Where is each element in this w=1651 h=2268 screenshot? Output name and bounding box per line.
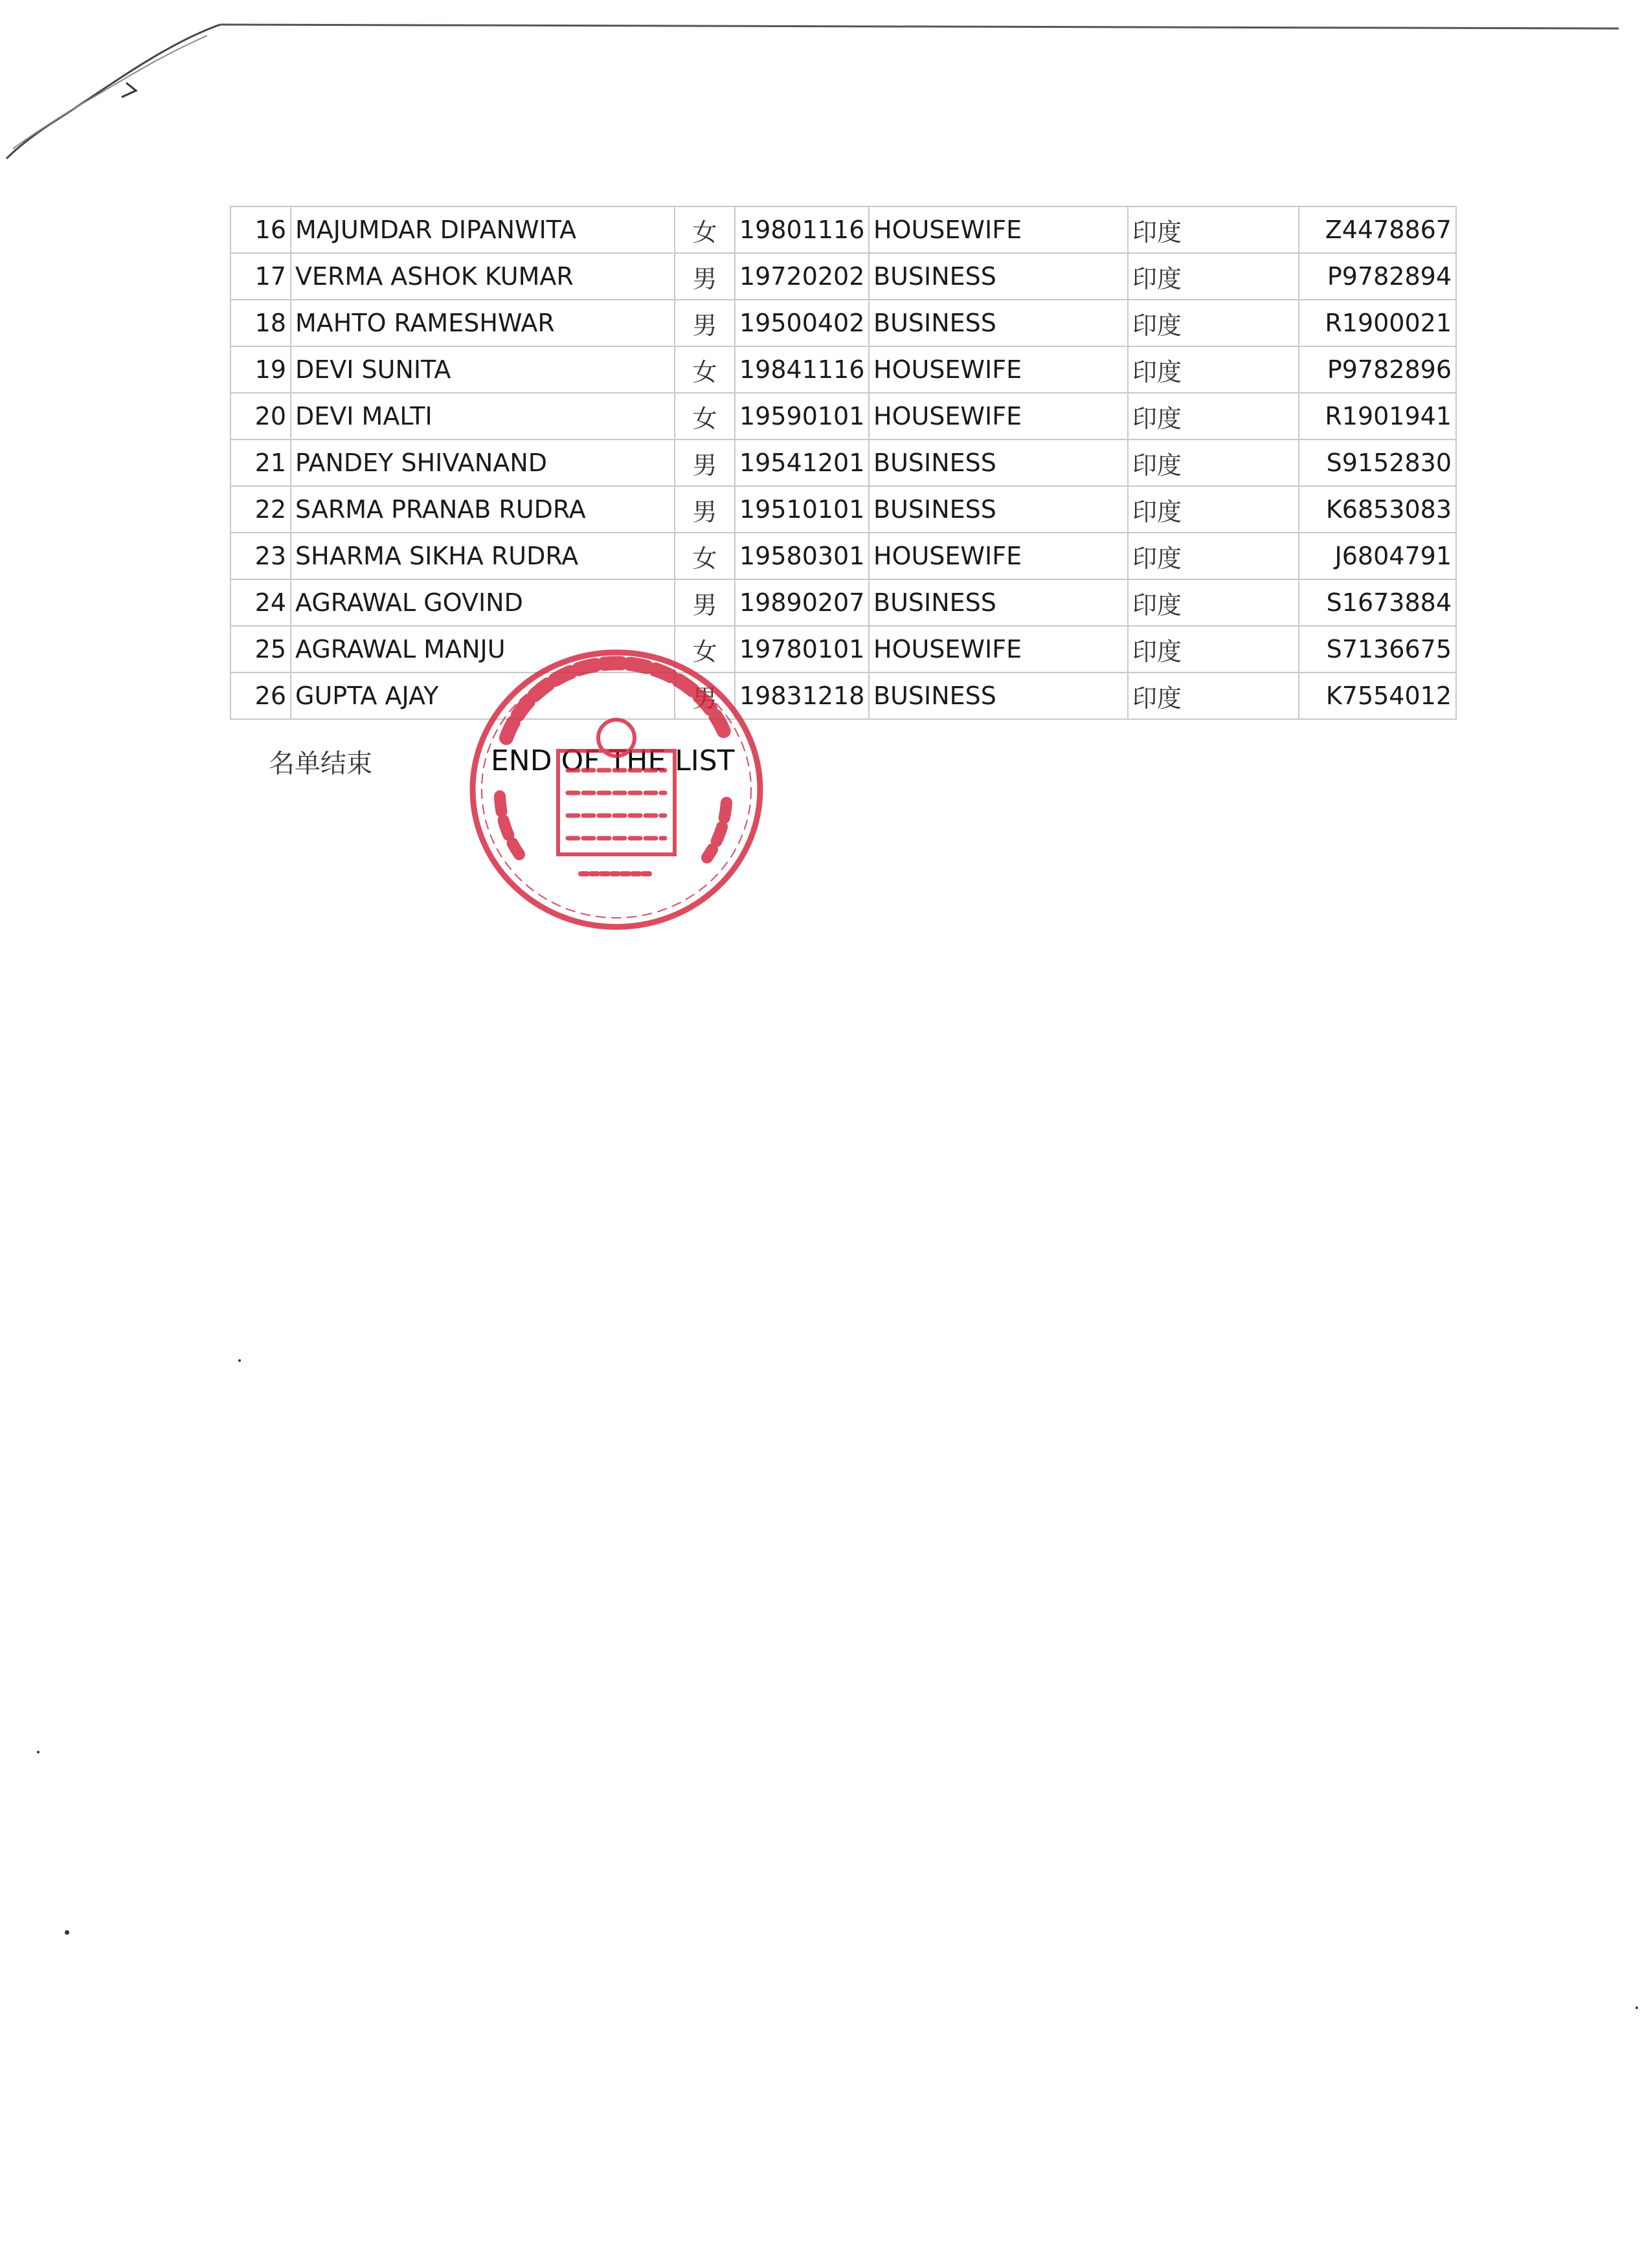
nationality: 印度 — [1128, 533, 1299, 579]
passport-number: P9782894 — [1299, 253, 1456, 300]
passenger-name: DEVI MALTI — [291, 393, 675, 439]
date-of-birth: 19890207 — [735, 579, 869, 626]
passport-number: S1673884 — [1299, 579, 1456, 626]
passport-number: K6853083 — [1299, 486, 1456, 533]
table-row — [230, 579, 1456, 626]
occupation: BUSINESS — [869, 673, 1128, 719]
table-row — [230, 206, 1456, 253]
scan-speck — [37, 1751, 39, 1753]
end-of-list-english: END OF THE LIST — [491, 744, 735, 777]
passenger-sex: 男 — [675, 300, 735, 346]
passport-number: Z4478867 — [1299, 206, 1456, 253]
table-row — [230, 486, 1456, 533]
passenger-sex: 男 — [675, 579, 735, 626]
seal-outer-ring — [473, 652, 760, 927]
passenger-name: MAHTO RAMESHWAR — [291, 300, 675, 346]
table-row — [230, 253, 1456, 300]
passport-number: P9782896 — [1299, 346, 1456, 393]
passport-number: K7554012 — [1299, 673, 1456, 719]
passport-number: S9152830 — [1299, 439, 1456, 486]
passenger-name: PANDEY SHIVANAND — [291, 439, 675, 486]
row-number: 23 — [230, 533, 291, 579]
passport-number: R1900021 — [1299, 300, 1456, 346]
scan-speck — [1635, 2007, 1638, 2009]
nationality: 印度 — [1128, 673, 1299, 719]
passenger-sex: 女 — [675, 533, 735, 579]
seal-emblem-lines — [568, 770, 665, 838]
date-of-birth: 19510101 — [735, 486, 869, 533]
date-of-birth: 19720202 — [735, 253, 869, 300]
date-of-birth: 19841116 — [735, 346, 869, 393]
paper-edge-fold — [0, 0, 1651, 194]
passenger-sex: 男 — [675, 486, 735, 533]
passenger-name: DEVI SUNITA — [291, 346, 675, 393]
table-row — [230, 439, 1456, 486]
scan-speck — [238, 1359, 241, 1362]
occupation: BUSINESS — [869, 486, 1128, 533]
date-of-birth: 19780101 — [735, 626, 869, 673]
table-body — [230, 206, 1456, 719]
row-number: 22 — [230, 486, 291, 533]
nationality: 印度 — [1128, 206, 1299, 253]
date-of-birth: 19590101 — [735, 393, 869, 439]
nationality: 印度 — [1128, 486, 1299, 533]
passenger-name: GUPTA AJAY — [291, 673, 675, 719]
passport-number: S7136675 — [1299, 626, 1456, 673]
nationality: 印度 — [1128, 439, 1299, 486]
table-row — [230, 346, 1456, 393]
passenger-sex: 女 — [675, 206, 735, 253]
seal-text-arc-left — [500, 796, 519, 854]
passenger-name: AGRAWAL GOVIND — [291, 579, 675, 626]
row-number: 17 — [230, 253, 291, 300]
passenger-name: VERMA ASHOK KUMAR — [291, 253, 675, 300]
seal-text-arc-right — [707, 803, 726, 858]
occupation: BUSINESS — [869, 579, 1128, 626]
passenger-name: SARMA PRANAB RUDRA — [291, 486, 675, 533]
date-of-birth: 19801116 — [735, 206, 869, 253]
nationality: 印度 — [1128, 253, 1299, 300]
row-number: 24 — [230, 579, 291, 626]
passenger-name: MAJUMDAR DIPANWITA — [291, 206, 675, 253]
table-row — [230, 626, 1456, 673]
passport-number: R1901941 — [1299, 393, 1456, 439]
occupation: HOUSEWIFE — [869, 393, 1128, 439]
row-number: 25 — [230, 626, 291, 673]
row-number: 18 — [230, 300, 291, 346]
occupation: HOUSEWIFE — [869, 626, 1128, 673]
occupation: HOUSEWIFE — [869, 206, 1128, 253]
table-row — [230, 673, 1456, 719]
date-of-birth: 19831218 — [735, 673, 869, 719]
nationality: 印度 — [1128, 393, 1299, 439]
row-number: 19 — [230, 346, 291, 393]
passenger-sex: 女 — [675, 346, 735, 393]
scan-speck — [65, 1930, 69, 1935]
row-number: 26 — [230, 673, 291, 719]
passenger-sex: 男 — [675, 673, 735, 719]
occupation: HOUSEWIFE — [869, 533, 1128, 579]
nationality: 印度 — [1128, 626, 1299, 673]
row-number: 16 — [230, 206, 291, 253]
occupation: BUSINESS — [869, 300, 1128, 346]
nationality: 印度 — [1128, 346, 1299, 393]
date-of-birth: 19541201 — [735, 439, 869, 486]
official-seal-stamp — [461, 641, 772, 939]
passenger-sex: 男 — [675, 439, 735, 486]
date-of-birth: 19500402 — [735, 300, 869, 346]
date-of-birth: 19580301 — [735, 533, 869, 579]
table-row — [230, 393, 1456, 439]
passenger-name: AGRAWAL MANJU — [291, 626, 675, 673]
passenger-table — [230, 206, 1457, 720]
passenger-name: SHARMA SIKHA RUDRA — [291, 533, 675, 579]
passenger-sex: 男 — [675, 253, 735, 300]
row-number: 21 — [230, 439, 291, 486]
nationality: 印度 — [1128, 579, 1299, 626]
occupation: HOUSEWIFE — [869, 346, 1128, 393]
passenger-sex: 女 — [675, 393, 735, 439]
passenger-sex: 女 — [675, 626, 735, 673]
end-of-list-chinese: 名单结束 — [269, 749, 372, 779]
passport-number: J6804791 — [1299, 533, 1456, 579]
row-number: 20 — [230, 393, 291, 439]
occupation: BUSINESS — [869, 439, 1128, 486]
occupation: BUSINESS — [869, 253, 1128, 300]
nationality: 印度 — [1128, 300, 1299, 346]
table-row — [230, 300, 1456, 346]
table-row — [230, 533, 1456, 579]
